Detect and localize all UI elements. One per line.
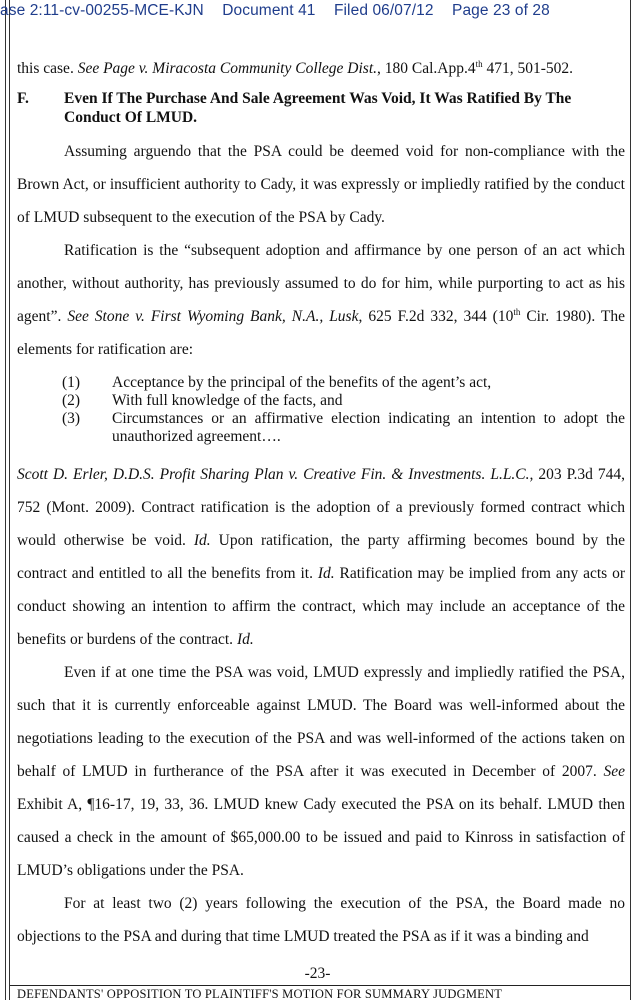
- superscript: th: [475, 58, 483, 69]
- list-text: Acceptance by the principal of the benefits of the agent’s act,: [112, 374, 492, 391]
- case-citation: See Stone v. First Wyoming Bank, N.A., Lusk: [67, 308, 359, 325]
- paragraph: Ratification is the “subsequent adoption and affirmance by one person of an act which another, without authority, has previously assumed to do for him, while purporting to act as his agent”. See Stone v. First Wyoming Bank, N.A., Lusk, 625 F.2d 332, 344 (10th Cir. 1980). The elements for ratification are:: [17, 242, 626, 358]
- paragraph-continuation: this case. See Page v. Miracosta Community College Dist., 180 Cal.App.4th 471, 501-502.: [17, 58, 574, 77]
- paragraph: Even if at one time the PSA was void, LMUD expressly and impliedly ratified the PSA, such that it is currently enforceable against LMUD. The Board was well-informed about the negotiations leading to the execution of the PSA and was well-informed of the actions taken on behalf of LMUD in furtherance of the PSA after it was executed in December of 2007. See Exhibit A, ¶16-17, 19, 33, 36. LMUD knew Cady executed the PSA on its behalf. LMUD then caused a check in the amount of $65,000.00 to be issued and paid to Kinross in satisfaction of LMUD’s obligations under the PSA.: [17, 664, 625, 879]
- footer-rule: [10, 985, 630, 986]
- case-citation: Scott D. Erler, D.D.S. Profit Sharing Plan v. Creative Fin. & Investments. L.L.C.,: [17, 466, 534, 483]
- document-number: Document 41: [222, 2, 316, 19]
- list-number: (2): [62, 392, 81, 409]
- list-text: Circumstances or an affirmative election indicating an intention to adopt the unauthorized agreement….: [112, 410, 625, 445]
- case-citation: See Page v. Miracosta Community College Dist.: [77, 60, 378, 77]
- section-heading: [17, 89, 625, 127]
- section-letter: F.: [17, 90, 29, 107]
- list-item: [62, 392, 625, 410]
- document-body: [17, 52, 625, 953]
- id-citation: Id.: [317, 565, 335, 582]
- list-item: [62, 410, 625, 446]
- paragraph: Scott D. Erler, D.D.S. Profit Sharing Plan v. Creative Fin. & Investments. L.L.C., 203 P.3d 744, 752 (Mont. 2009). Contract ratification is the adoption of a previously formed contract which would otherwise be void. Id. Upon ratification, the party affirming becomes bound by the contract and entitled to all the benefits from it. Id. Ratification may be implied from any acts or conduct showing an intention to affirm the contract, which may include an acceptance of the benefits or burdens of the contract. Id.: [17, 466, 625, 648]
- id-citation: Id.: [193, 532, 211, 549]
- filed-date: Filed 06/07/12: [333, 2, 434, 19]
- list-number: (1): [62, 374, 81, 391]
- section-title: Even If The Purchase And Sale Agreement Was Void, It Was Ratified By The Conduct Of LMUD.: [64, 90, 572, 126]
- block-quote-list: [62, 374, 625, 446]
- page-number: -23-: [304, 965, 331, 982]
- case-number: ase 2:11-cv-00255-MCE-KJN: [0, 2, 204, 19]
- id-citation: Id.: [236, 631, 254, 648]
- paragraph: For at least two (2) years following the execution of the PSA, the Board made no objections to the PSA and during that time LMUD treated the PSA as if it was a binding and: [17, 895, 625, 945]
- paragraph: Assuming arguendo that the PSA could be deemed void for non-compliance with the Brown Act, or insufficient authority to Cady, it was expressly or impliedly ratified by the conduct of LMUD subsequent to the execution of the PSA by Cady.: [17, 143, 625, 226]
- page-indicator: Page 23 of 28: [452, 2, 550, 19]
- footer-caption: DEFENDANTS' OPPOSITION TO PLAINTIFF'S MOTION FOR SUMMARY JUDGMENT: [17, 987, 503, 1001]
- list-item: [62, 374, 625, 392]
- left-margin-rule-inner: [9, 0, 10, 1000]
- list-number: (3): [62, 410, 81, 427]
- signal-see: See: [603, 763, 625, 780]
- left-margin-rule-outer: [5, 0, 6, 1000]
- list-text: With full knowledge of the facts, and: [112, 392, 343, 409]
- ecf-header: [0, 1, 560, 23]
- superscript: th: [513, 306, 521, 317]
- right-margin-rule: [630, 0, 631, 1000]
